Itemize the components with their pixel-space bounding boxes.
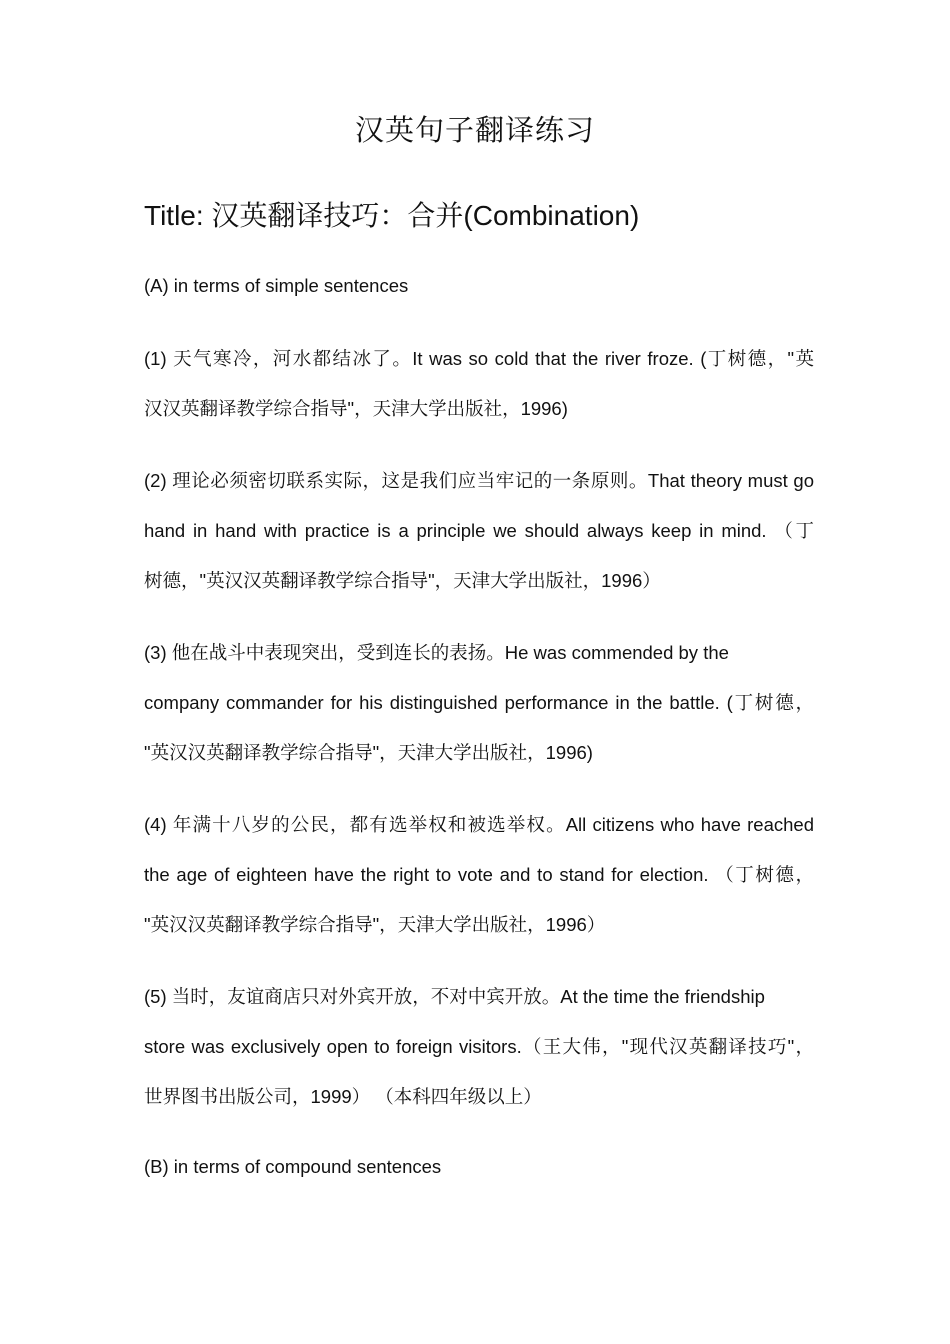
section-heading: Title: 汉英翻译技巧：合并(Combination) bbox=[144, 200, 640, 231]
example-5 bbox=[144, 972, 814, 1122]
example-1-line-2: 汉汉英翻译教学综合指导"，天津大学出版社，1996) bbox=[144, 398, 568, 419]
document-title: 汉英句子翻译练习 bbox=[354, 113, 595, 147]
example-3-line-3: "英汉汉英翻译教学综合指导"，天津大学出版社，1996) bbox=[144, 742, 593, 763]
example-4-line-2: the age of eighteen have the right to vote and to stand for election. （丁树德， bbox=[144, 864, 814, 885]
example-2-line-3: 树德，"英汉汉英翻译教学综合指导"，天津大学出版社，1996） bbox=[144, 570, 661, 591]
example-3-line-2: company commander for his distinguished performance in the battle. (丁树德， bbox=[144, 692, 814, 713]
subsection-b-label: (B) in terms of compound sentences bbox=[144, 1156, 442, 1177]
subsection-a-label: (A) in terms of simple sentences bbox=[144, 275, 409, 296]
example-2 bbox=[144, 456, 814, 606]
example-4 bbox=[144, 800, 814, 950]
example-5-line-2: store was exclusively open to foreign visitors.（王大伟，"现代汉英翻译技巧"， bbox=[144, 1036, 814, 1057]
example-3-line-1: (3) 他在战斗中表现突出，受到连长的表扬。He was commended by the bbox=[144, 642, 729, 663]
example-5-line-3: 世界图书出版公司，1999） （本科四年级以上） bbox=[144, 1086, 542, 1107]
example-2-line-2: hand in hand with practice is a principle we should always keep in mind. （丁 bbox=[144, 520, 814, 541]
example-2-line-1: (2) 理论必须密切联系实际，这是我们应当牢记的一条原则。That theory must go bbox=[144, 470, 814, 491]
example-4-line-3: "英汉汉英翻译教学综合指导"，天津大学出版社，1996） bbox=[144, 914, 606, 935]
example-5-line-1: (5) 当时，友谊商店只对外宾开放，不对中宾开放。At the time the friendship bbox=[144, 986, 765, 1007]
example-1-line-1: (1) 天气寒冷，河水都结冰了。It was so cold that the river froze. (丁树德，"英 bbox=[144, 348, 814, 369]
example-3 bbox=[144, 628, 814, 778]
example-1 bbox=[144, 334, 814, 434]
example-4-line-1: (4) 年满十八岁的公民，都有选举权和被选举权。All citizens who have reached bbox=[144, 814, 814, 835]
